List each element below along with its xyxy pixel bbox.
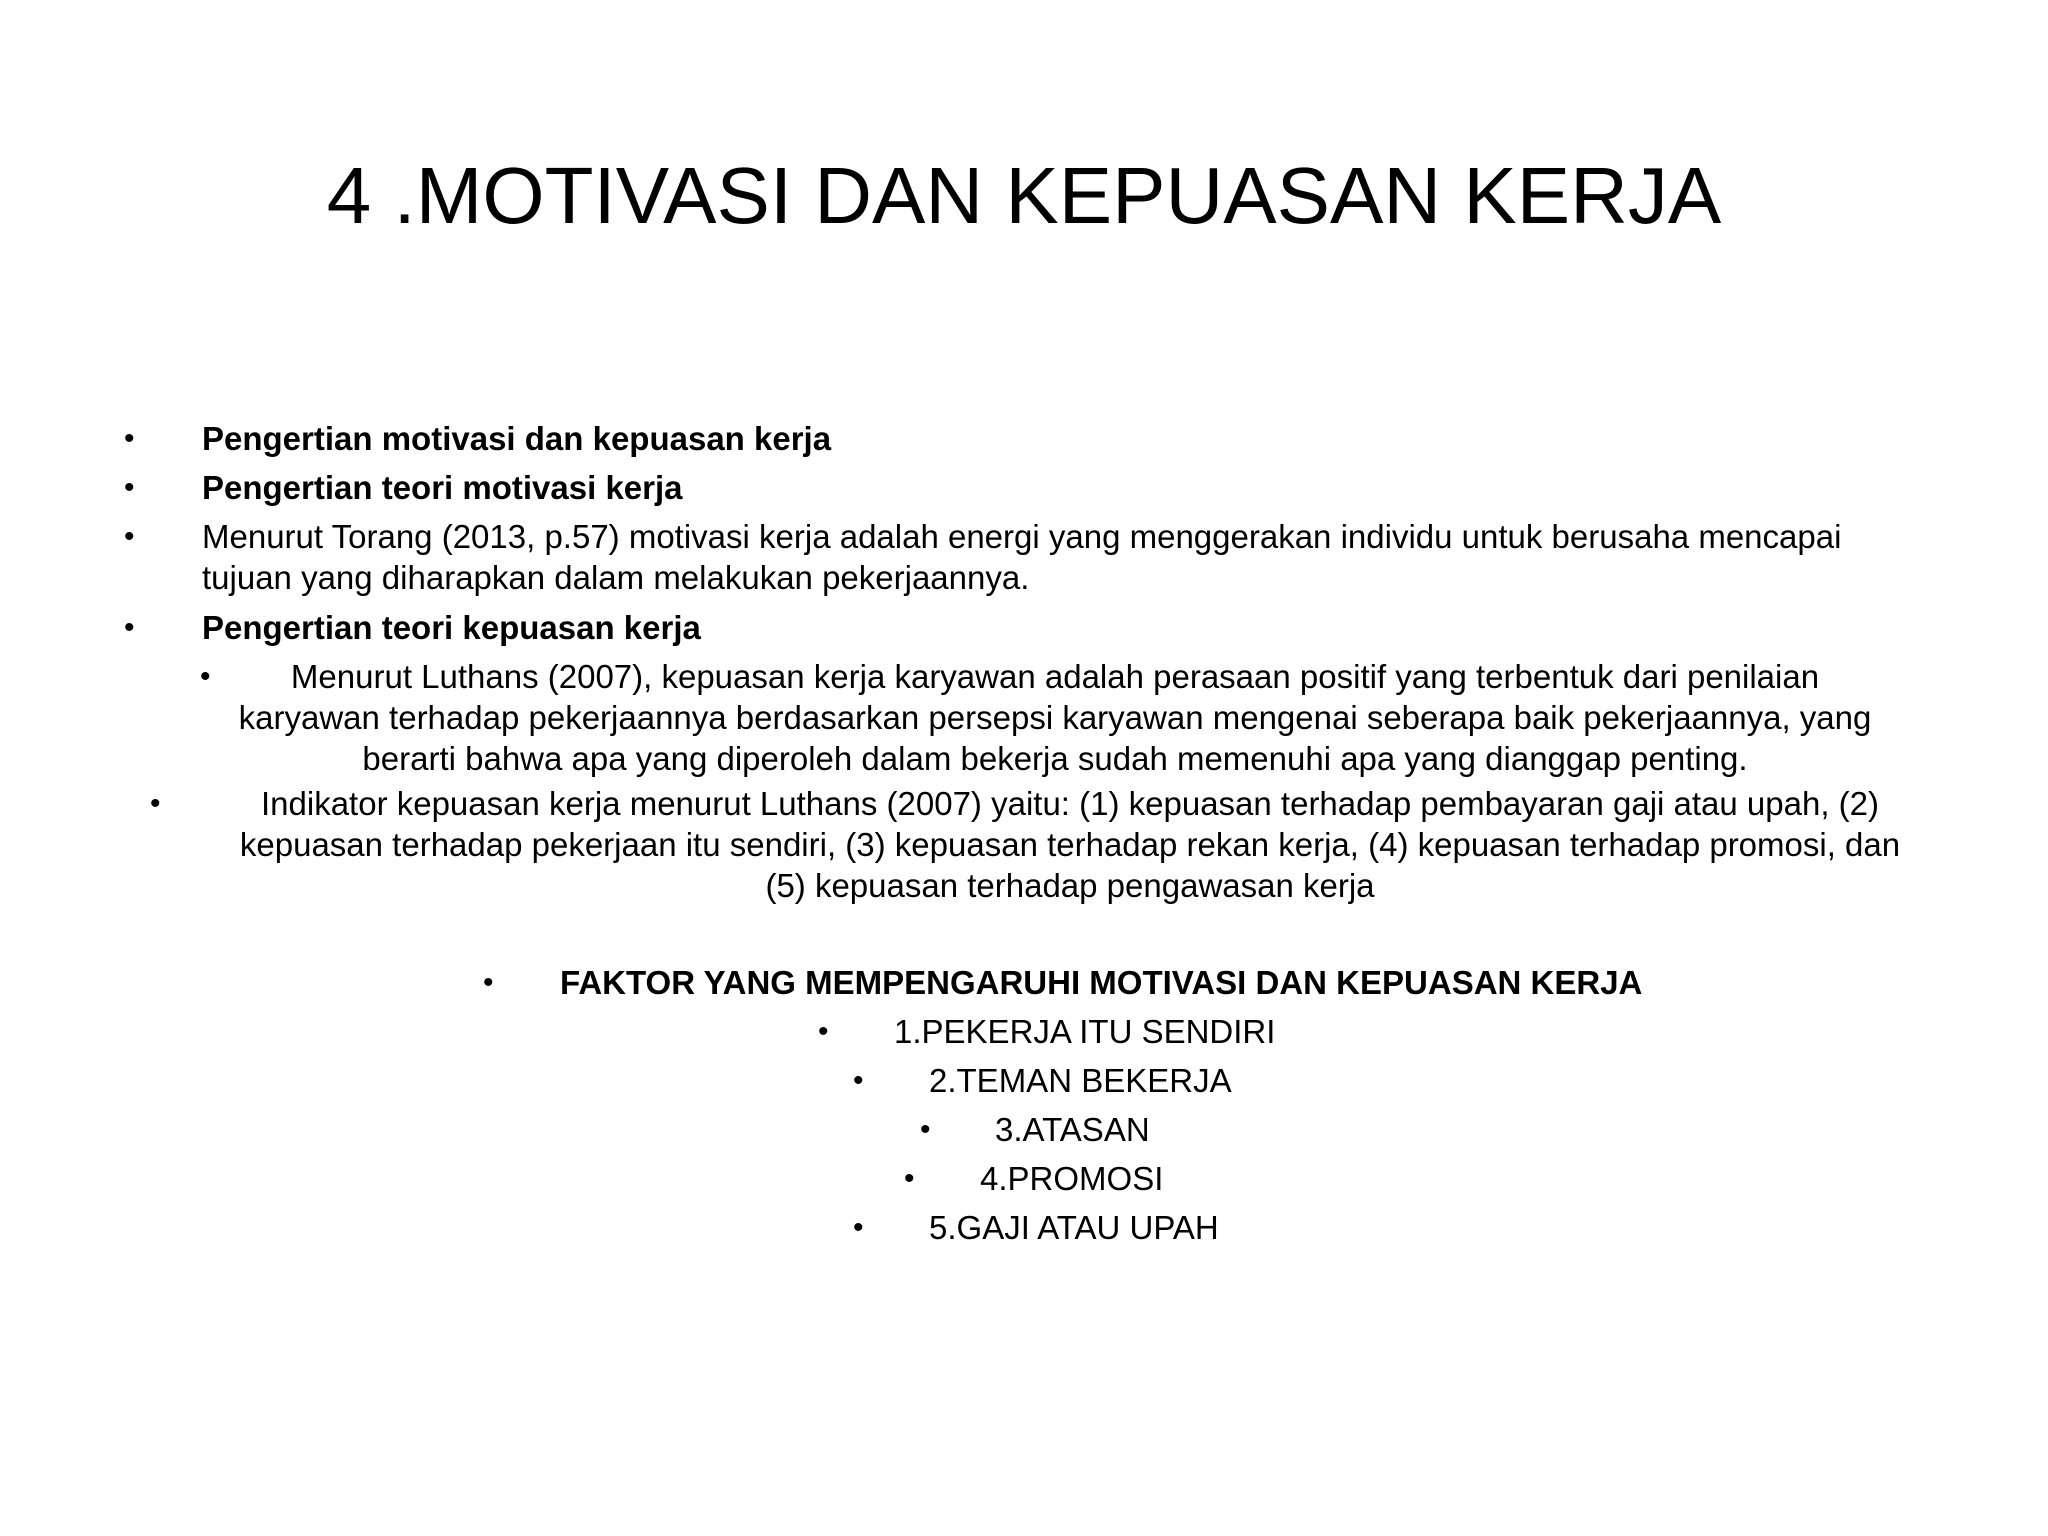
text-line: karyawan terhadap pekerjaannya berdasarkan persepsi karyawan mengenai seberapa baik pekerjaannya, yang [238, 699, 1872, 736]
bullet-icon: • [124, 422, 135, 455]
bullet-icon: • [853, 1211, 864, 1244]
bullet-icon: • [853, 1064, 864, 1097]
sub-bullet-item-luthans-definition [220, 656, 1890, 779]
bullet-icon: • [150, 787, 161, 820]
bullet-item-torang-definition [202, 516, 1962, 598]
factor-item: 4.PROMOSI [980, 1160, 1164, 1197]
text-line: berarti bahwa apa yang diperoleh dalam bekerja sudah memenuhi apa yang dianggap penting. [362, 740, 1748, 777]
bullet-icon: • [124, 471, 135, 504]
text-line: tujuan yang diharapkan dalam melakukan pekerjaannya. [202, 559, 1030, 596]
factors-heading: FAKTOR YANG MEMPENGARUHI MOTIVASI DAN KEPUASAN KERJA [560, 964, 1643, 1001]
bullet-icon: • [904, 1162, 915, 1195]
bullet-item-satisfaction-indicators [180, 783, 1960, 906]
text-line: Menurut Luthans (2007), kepuasan kerja karyawan adalah perasaan positif yang terbentuk dari penilaian [290, 658, 1820, 695]
factor-item: 5.GAJI ATAU UPAH [929, 1209, 1219, 1246]
bullet-icon: • [124, 611, 135, 644]
bullet-icon: • [920, 1113, 931, 1146]
factor-item: 3.ATASAN [995, 1111, 1150, 1148]
sub-bullet-icon: • [200, 660, 211, 693]
text-line: kepuasan terhadap pekerjaan itu sendiri, (3) kepuasan terhadap rekan kerja, (4) kepuasan terhadap promosi, dan [239, 826, 1901, 863]
bullet-item-motivation-definition: Pengertian motivasi dan kepuasan kerja [202, 420, 832, 457]
bullet-item-satisfaction-theory: Pengertian teori kepuasan kerja [202, 609, 701, 646]
text-line: Indikator kepuasan kerja menurut Luthans (2007) yaitu: (1) kepuasan terhadap pembayaran gaji atau upah, (2) [260, 785, 1879, 822]
text-line: (5) kepuasan terhadap pengawasan kerja [765, 867, 1375, 904]
bullet-icon: • [483, 966, 494, 999]
text-line: Menurut Torang (2013, p.57) motivasi kerja adalah energi yang menggerakan individu untuk berusaha mencapai [202, 518, 1842, 555]
factor-item: 1.PEKERJA ITU SENDIRI [894, 1013, 1276, 1050]
bullet-icon: • [818, 1015, 829, 1048]
factor-item: 2.TEMAN BEKERJA [929, 1062, 1232, 1099]
bullet-icon: • [124, 520, 135, 553]
bullet-item-motivation-theory: Pengertian teori motivasi kerja [202, 469, 683, 506]
slide-title: 4 .MOTIVASI DAN KEPUASAN KERJA [326, 151, 1722, 240]
